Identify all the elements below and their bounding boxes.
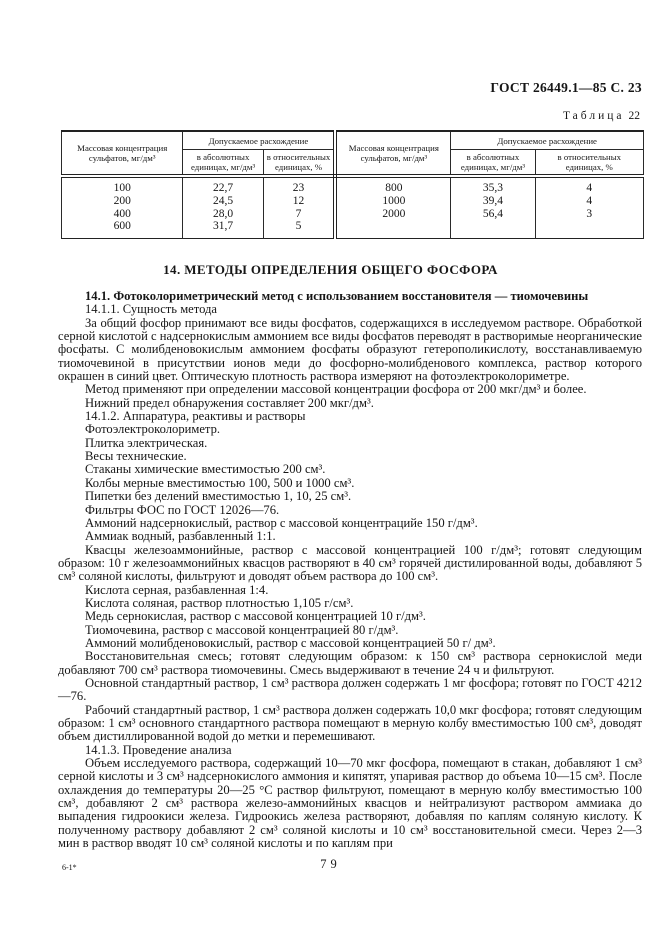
subsection-title: 14.1. Фотоколориметрический метод с использованием восстановителя — тиомочевины bbox=[85, 289, 589, 303]
section-title: 14. МЕТОДЫ ОПРЕДЕЛЕНИЯ ОБЩЕГО ФОСФОРА bbox=[163, 262, 498, 277]
paragraph: Фильтры ФОС по ГОСТ 12026—76. bbox=[85, 502, 280, 517]
header-absolute-left: в абсолютных единицах, мг/дм³ bbox=[183, 150, 263, 177]
table-caption-label: Таблица bbox=[562, 110, 625, 122]
paragraph: Медь сернокислая, раствор с массовой концентрацией 10 г/дм³. bbox=[85, 609, 426, 624]
tolerance-table bbox=[61, 130, 644, 239]
table-cell bbox=[451, 220, 535, 238]
table-cell: 5 bbox=[263, 220, 335, 238]
table-cell: 7 bbox=[263, 208, 335, 221]
header-relative-right: в относительных единицах, % bbox=[535, 150, 643, 177]
paragraph: Метод применяют при определении массовой концентрации фосфора от 200 мкг/дм³ и более. bbox=[85, 382, 587, 397]
body-text bbox=[58, 290, 642, 850]
paragraph: Аммоний молибденовокислый, раствор с массовой концентрацией 50 г/ дм³. bbox=[85, 635, 496, 650]
paragraph: За общий фосфор принимают все виды фосфатов, содержащихся в исследуемом растворе. Обработкой серной кислотой с надсернокислым аммонием все виды фосфатов переводят в растворимые неорганические фосфаты. С молибденовокислым аммонием фосфаты образуют гетерополикислоту, восстанавливаемую тиомочевиной в присутствии ионов меди до фосфорно-молибденового комплекса, раствор которого окрашен в синий цвет. Оптическую плотность раствора измеряют на фотоэлектроколориметре. bbox=[58, 315, 642, 384]
table-cell bbox=[535, 220, 643, 238]
header-group-left: Допускаемое расхождение bbox=[183, 131, 336, 150]
paragraph: 14.1.3. Проведение анализа bbox=[85, 742, 232, 757]
table-cell: 4 bbox=[535, 195, 643, 208]
paragraph: Квасцы железоаммонийные, раствор с массовой концентрацией 100 г/дм³; готовят следующим образом: 10 г железоаммонийных квасцов растворяют в 40 см³ горячей дистилированной воды, добавляют 5 см³ соляной кислоты, фильтруют и доводят объем раствора до 100 см³. bbox=[58, 542, 642, 584]
table-cell: 1000 bbox=[335, 195, 450, 208]
table-cell: 23 bbox=[263, 176, 335, 195]
table-cell: 28,0 bbox=[183, 208, 263, 221]
paragraph: Кислота серная, разбавленная 1:4. bbox=[85, 582, 269, 597]
paragraph: Восстановительная смесь; готовят следующим образом: к 150 см³ раствора сернокислой меди добавляют 700 см³ раствора тиомочевины. Смесь выдерживают в течение 24 ч и фильтруют. bbox=[58, 649, 642, 677]
paragraph: Тиомочевина, раствор с массовой концентрацией 80 г/дм³. bbox=[85, 622, 399, 637]
table-cell: 12 bbox=[263, 195, 335, 208]
page-number: 79 bbox=[320, 857, 341, 871]
table-cell: 39,4 bbox=[451, 195, 535, 208]
paragraph: 14.1.2. Аппаратура, реактивы и растворы bbox=[85, 409, 306, 424]
table-cell bbox=[335, 220, 450, 238]
header-concentration-right: Массовая концентрация сульфатов, мг/дм³ bbox=[335, 131, 450, 176]
table-cell: 200 bbox=[62, 195, 183, 208]
header-absolute-right: в абсолютных единицах, мг/дм³ bbox=[451, 150, 535, 177]
paragraph: Объем исследуемого раствора, содержащий 10—70 мкг фосфора, помещают в стакан, добавляют 1 см³ серной кислоты и 3 см³ надсернокислого аммония и кипятят, упаривая раствор до объема 10—15 см³. После охлаждения до температуры 20—25 °С раствор фильтруют, помещают в мерную колбу вместимостью 100 см³, добавляют 2 см³ раствора железо-аммонийных квасцов и нейтрализуют раствором аммиака до выпадения гидроокиси железа. Гидроокись железа растворяют, добавляя по каплям соляную кислоту. К полученному раствору добавляют 2 см³ соляной кислоты и 10 см³ восстановительной смеси. Через 2—3 мин в раствор вводят 10 см³ соляной кислоты и по каплям при bbox=[58, 756, 642, 851]
table-row bbox=[62, 176, 644, 195]
table-body bbox=[62, 176, 644, 239]
table-cell: 100 bbox=[62, 176, 183, 195]
table-head bbox=[62, 131, 644, 176]
table-cell: 2000 bbox=[335, 208, 450, 221]
paragraph: Весы технические. bbox=[85, 449, 187, 464]
paragraph: Аммиак водный, разбавленный 1:1. bbox=[85, 529, 276, 544]
header-concentration-left: Массовая концентрация сульфатов, мг/дм³ bbox=[62, 131, 183, 176]
table-row bbox=[62, 220, 644, 238]
paragraph: 14.1.1. Сущность метода bbox=[85, 302, 218, 317]
paragraph: Колбы мерные вместимостью 100, 500 и 1000 см³. bbox=[85, 475, 355, 490]
running-head: ГОСТ 26449.1—85 С. 23 bbox=[490, 80, 642, 95]
print-signature: 6-1* bbox=[62, 863, 77, 872]
table-row bbox=[62, 195, 644, 208]
paragraph: Кислота соляная, раствор плотностью 1,105 г/см³. bbox=[85, 595, 354, 610]
table-cell: 22,7 bbox=[183, 176, 263, 195]
table-cell: 35,3 bbox=[451, 176, 535, 195]
paragraph: Пипетки без делений вместимостью 1, 10, 25 см³. bbox=[85, 489, 352, 504]
table-cell: 800 bbox=[335, 176, 450, 195]
paragraph: Нижний предел обнаружения составляет 200 мкг/дм³. bbox=[85, 395, 374, 410]
table-cell: 24,5 bbox=[183, 195, 263, 208]
paragraph: Рабочий стандартный раствор, 1 см³ раствора должен содержать 10,0 мкг фосфора; готовят следующим образом: 1 см³ основного стандартного раствора помещают в мерную колбу вместимостью 100 см³, доводят объем дистиллированной водой до метки и перемешивают. bbox=[58, 702, 642, 744]
table-cell: 31,7 bbox=[183, 220, 263, 238]
table-caption bbox=[563, 110, 640, 122]
table-cell: 56,4 bbox=[451, 208, 535, 221]
paragraph: Основной стандартный раствор, 1 см³ раствора должен содержать 1 мг фосфора; готовят по ГОСТ 4212—76. bbox=[58, 675, 642, 704]
paragraph: Фотоэлектроколориметр. bbox=[85, 422, 221, 437]
table-cell: 600 bbox=[62, 220, 183, 238]
paragraph: Плитка электрическая. bbox=[85, 435, 208, 450]
header-relative-left: в относительных единицах, % bbox=[263, 150, 335, 177]
table-cell: 400 bbox=[62, 208, 183, 221]
header-group-right: Допускаемое расхождение bbox=[451, 131, 644, 150]
table-cell: 3 bbox=[535, 208, 643, 221]
paragraph: Аммоний надсернокислый, раствор с массовой концентрацийе 150 г/дм³. bbox=[85, 515, 478, 530]
table-row bbox=[62, 208, 644, 221]
table-cell: 4 bbox=[535, 176, 643, 195]
paragraph: Стаканы химические вместимостью 200 см³. bbox=[85, 462, 326, 477]
table-caption-number: 22 bbox=[628, 110, 640, 122]
